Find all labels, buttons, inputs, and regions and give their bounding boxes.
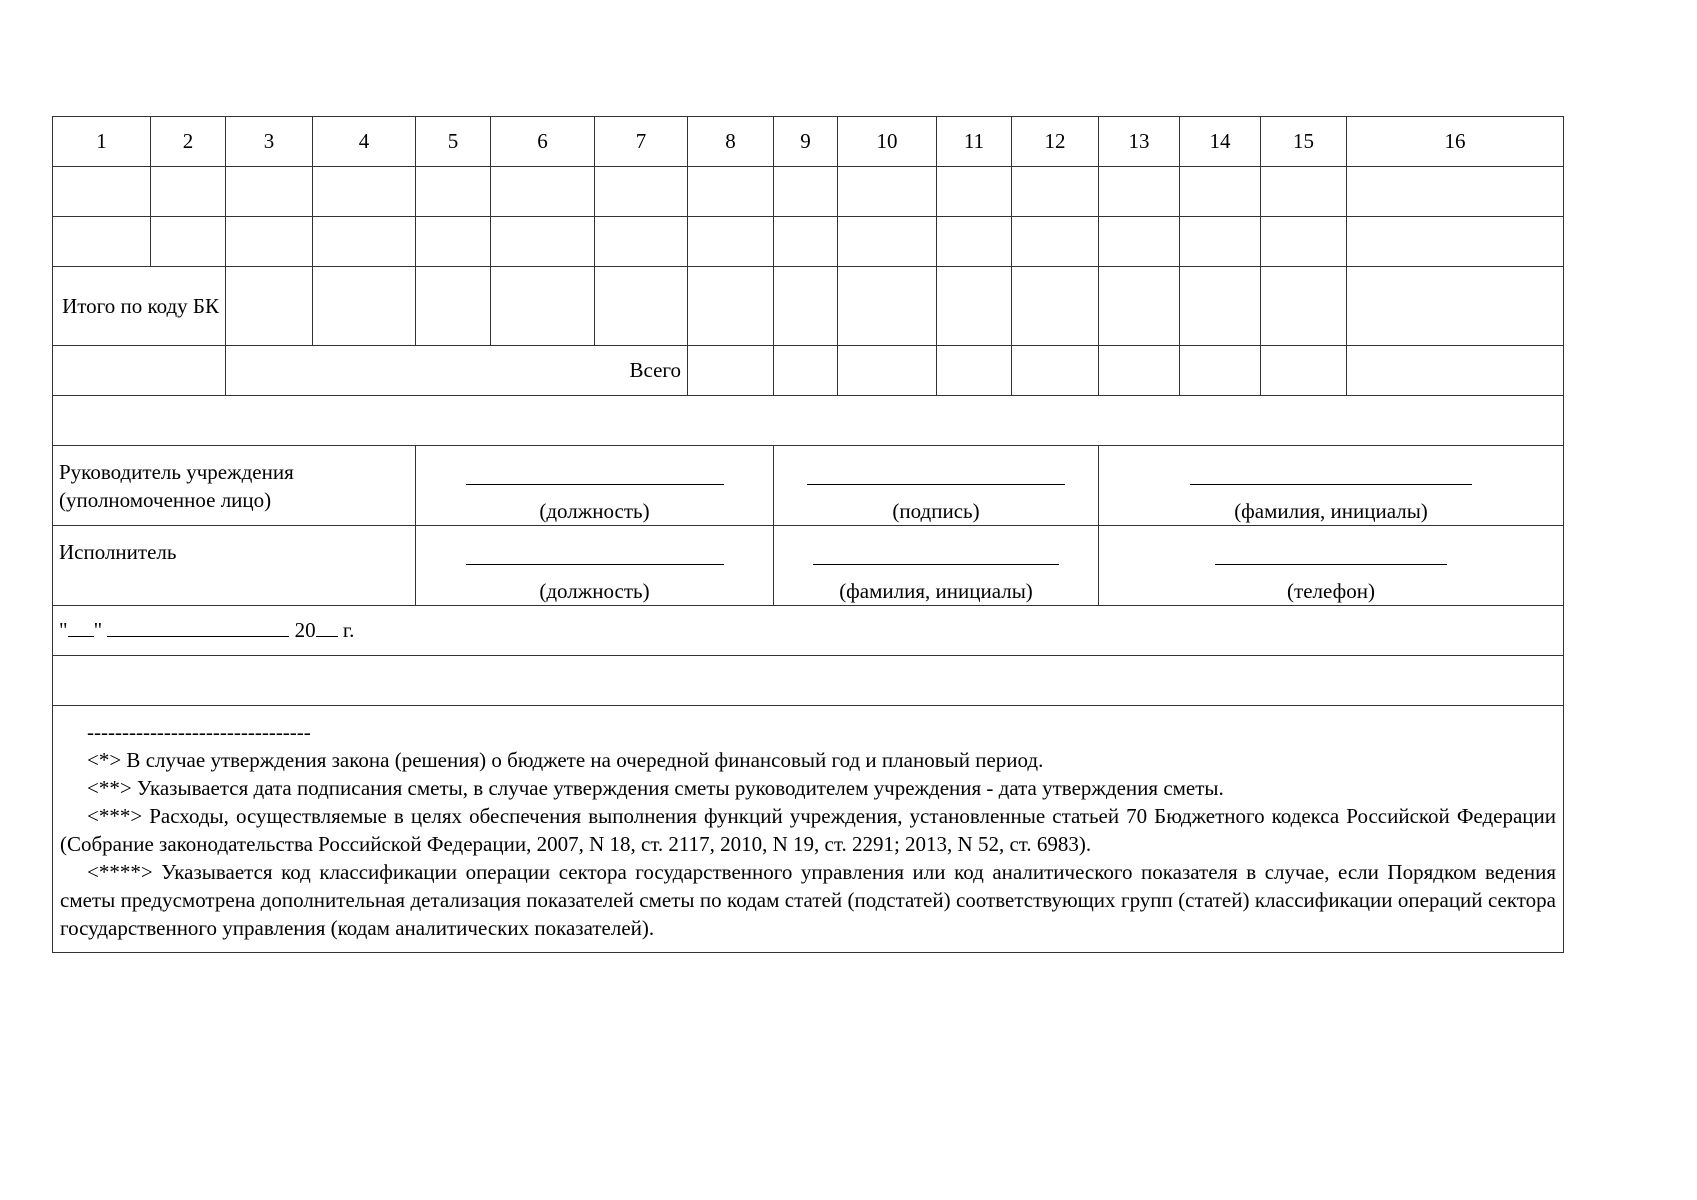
executor-name-caption: (фамилия, инициалы): [839, 579, 1033, 603]
table-cell[interactable]: [1012, 346, 1099, 396]
subtotal-label: Итого по коду БК: [53, 267, 226, 346]
column-number: 13: [1099, 117, 1180, 167]
year-blank[interactable]: [316, 618, 338, 637]
executor-position-field[interactable]: [416, 526, 774, 606]
table-cell[interactable]: [595, 167, 688, 217]
table-cell[interactable]: [688, 346, 774, 396]
table-cell[interactable]: [491, 217, 595, 267]
table-cell[interactable]: [1261, 346, 1347, 396]
executor-signature-row: [53, 526, 1564, 606]
column-number: 12: [1012, 117, 1099, 167]
footnote-item: <****> Указывается код классификации операции сектора государственного управления или код аналитического показателя в случае, если Порядком ведения сметы предусмотрена дополнительная детализация показателей сметы по кодам статей (подстатей) соответствующих групп (статей) классификации операций сектора государственного управления (кодам аналитических показателей).: [60, 860, 1556, 940]
table-cell[interactable]: [226, 267, 313, 346]
table-cell[interactable]: [595, 217, 688, 267]
table-cell[interactable]: [313, 267, 416, 346]
head-signature-caption: (подпись): [892, 499, 980, 523]
spacer-row: [53, 396, 1564, 446]
table-cell[interactable]: [1180, 167, 1261, 217]
executor-name-field[interactable]: [774, 526, 1099, 606]
table-cell[interactable]: [937, 167, 1012, 217]
spacer-cell: [53, 656, 1564, 706]
table-cell[interactable]: [838, 346, 937, 396]
month-blank[interactable]: [107, 618, 289, 637]
head-name-field[interactable]: [1099, 446, 1564, 526]
column-number: 5: [416, 117, 491, 167]
table-cell[interactable]: [416, 267, 491, 346]
table-cell[interactable]: [53, 167, 151, 217]
column-number: 11: [937, 117, 1012, 167]
table-cell[interactable]: [774, 167, 838, 217]
table-cell[interactable]: [1099, 167, 1180, 217]
column-number: 6: [491, 117, 595, 167]
table-cell[interactable]: [688, 167, 774, 217]
table-cell[interactable]: [774, 267, 838, 346]
table-cell[interactable]: [838, 267, 937, 346]
table-cell[interactable]: [1012, 217, 1099, 267]
table-cell[interactable]: [1261, 267, 1347, 346]
signature-line: [1215, 548, 1447, 565]
head-name-caption: (фамилия, инициалы): [1234, 499, 1428, 523]
signature-line: [813, 548, 1059, 565]
column-number: 3: [226, 117, 313, 167]
footnote-separator: --------------------------------: [87, 720, 311, 744]
table-cell[interactable]: [1180, 267, 1261, 346]
table-cell[interactable]: [688, 217, 774, 267]
year-suffix: г.: [342, 618, 355, 642]
table-cell[interactable]: [416, 167, 491, 217]
date-open-quote: ": [59, 618, 68, 642]
table-cell[interactable]: [151, 167, 226, 217]
table-cell[interactable]: [937, 267, 1012, 346]
column-number: 14: [1180, 117, 1261, 167]
footnote-item: <*> В случае утверждения закона (решения) о бюджете на очередной финансовый год и плановый период.: [87, 748, 1044, 772]
column-number: 16: [1347, 117, 1564, 167]
total-label: Всего: [226, 346, 688, 396]
date-field[interactable]: [53, 606, 1564, 656]
executor-phone-caption: (телефон): [1287, 579, 1375, 603]
table-cell[interactable]: [1347, 267, 1564, 346]
table-cell[interactable]: [838, 167, 937, 217]
table-cell[interactable]: [1099, 217, 1180, 267]
head-signature-row: [53, 446, 1564, 526]
year-prefix: 20: [294, 618, 316, 642]
table-cell[interactable]: [1180, 346, 1261, 396]
table-cell[interactable]: [1099, 267, 1180, 346]
table-cell[interactable]: [1012, 267, 1099, 346]
table-cell[interactable]: [226, 217, 313, 267]
table-cell[interactable]: [416, 217, 491, 267]
table-cell[interactable]: [838, 217, 937, 267]
signature-line: [807, 468, 1065, 485]
column-number: 2: [151, 117, 226, 167]
day-blank[interactable]: [68, 618, 94, 637]
table-cell[interactable]: [151, 217, 226, 267]
table-cell[interactable]: [774, 217, 838, 267]
estimate-table: [52, 116, 1564, 953]
table-cell[interactable]: [226, 167, 313, 217]
spacer-row: [53, 656, 1564, 706]
column-number-row: [53, 117, 1564, 167]
table-cell[interactable]: [1347, 346, 1564, 396]
head-signature-field[interactable]: [774, 446, 1099, 526]
date-row: [53, 606, 1564, 656]
subtotal-row: [53, 267, 1564, 346]
table-cell[interactable]: [1347, 217, 1564, 267]
table-cell[interactable]: [1347, 167, 1564, 217]
total-row: [53, 346, 1564, 396]
column-number: 10: [838, 117, 937, 167]
table-row: [53, 167, 1564, 217]
date-close-quote: ": [93, 618, 103, 642]
footnote-item: <***> Расходы, осуществляемые в целях обеспечения выполнения функций учреждения, установленные статьей 70 Бюджетного кодекса Российской Федерации (Собрание законодательства Российской Федерации, 2007, N 18, ст. 2117, 2010, N 19, ст. 2291; 2013, N 52, ст. 6983).: [60, 804, 1556, 856]
table-cell[interactable]: [595, 267, 688, 346]
table-cell[interactable]: [1180, 217, 1261, 267]
table-cell[interactable]: [1261, 217, 1347, 267]
table-cell[interactable]: [1261, 167, 1347, 217]
head-position-field[interactable]: [416, 446, 774, 526]
executor-position-caption: (должность): [539, 579, 650, 603]
executor-phone-field[interactable]: [1099, 526, 1564, 606]
signature-line: [466, 468, 724, 485]
footnotes: [53, 706, 1564, 953]
table-cell: [53, 346, 226, 396]
column-number: 4: [313, 117, 416, 167]
table-cell[interactable]: [313, 167, 416, 217]
table-cell[interactable]: [53, 217, 151, 267]
table-cell[interactable]: [937, 346, 1012, 396]
head-position-caption: (должность): [539, 499, 650, 523]
table-cell[interactable]: [688, 267, 774, 346]
column-number: 7: [595, 117, 688, 167]
table-cell[interactable]: [491, 167, 595, 217]
executor-label: Исполнитель: [53, 526, 416, 606]
table-cell[interactable]: [491, 267, 595, 346]
column-number: 1: [53, 117, 151, 167]
footnote-item: <**> Указывается дата подписания сметы, в случае утверждения сметы руководителем учреждения - дата утверждения сметы.: [87, 776, 1224, 800]
column-number: 8: [688, 117, 774, 167]
head-label: Руководитель учреждения (уполномоченное лицо): [53, 446, 416, 526]
footnotes-row: [53, 706, 1564, 953]
table-row: [53, 217, 1564, 267]
table-cell[interactable]: [1012, 167, 1099, 217]
column-number: 9: [774, 117, 838, 167]
column-number: 15: [1261, 117, 1347, 167]
table-cell[interactable]: [1099, 346, 1180, 396]
table-cell[interactable]: [937, 217, 1012, 267]
table-cell[interactable]: [774, 346, 838, 396]
table-cell[interactable]: [313, 217, 416, 267]
signature-line: [466, 548, 724, 565]
signature-line: [1190, 468, 1472, 485]
spacer-cell: [53, 396, 1564, 446]
